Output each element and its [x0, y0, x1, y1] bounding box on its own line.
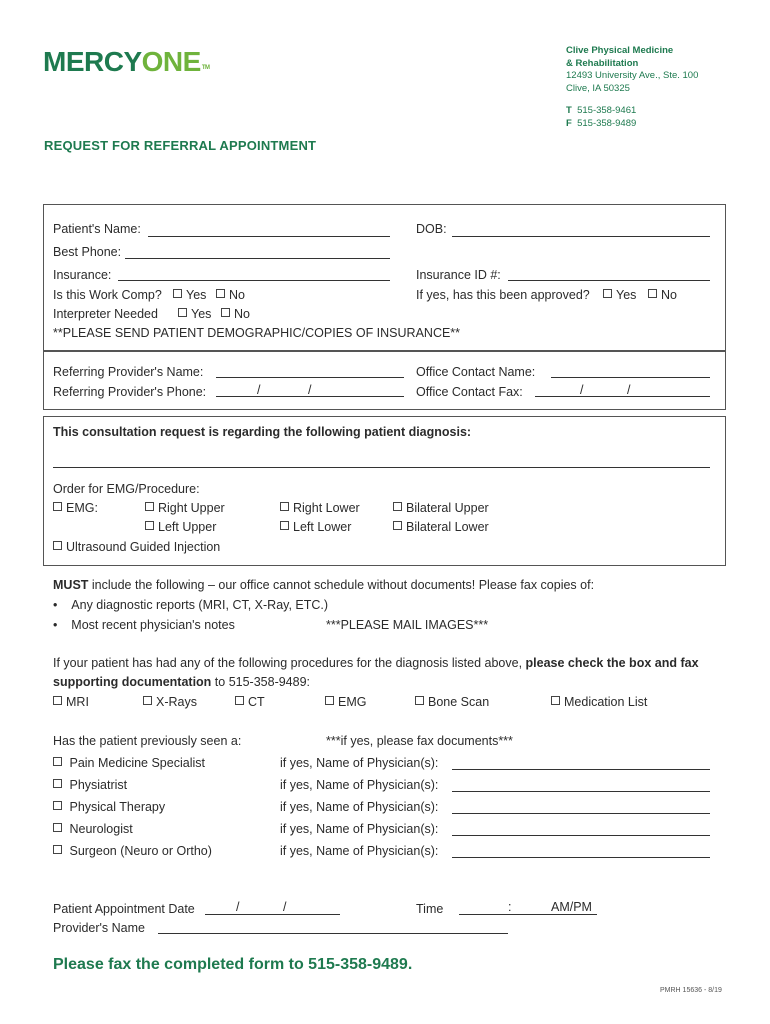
form-code: PMRH 15636 - 8/19 [660, 987, 722, 994]
checkbox[interactable] [216, 289, 225, 298]
consultation-heading: This consultation request is regarding the following patient diagnosis: [53, 425, 472, 439]
checkbox[interactable] [221, 308, 230, 317]
checkbox[interactable] [415, 696, 424, 705]
emg-option[interactable]: EMG: [53, 501, 98, 515]
work-comp-yes[interactable]: Yes [173, 288, 206, 302]
interpreter-label: Interpreter Needed [53, 307, 158, 321]
procedure-medication-list[interactable]: Medication List [551, 695, 647, 709]
checkbox[interactable] [53, 502, 62, 511]
insurance-label: Insurance: [53, 268, 112, 282]
office-fax-field[interactable] [535, 396, 710, 397]
must-include-text: MUST include the following – our office cannot schedule without documents! Please fax copies of: [53, 578, 595, 592]
order-label: Order for EMG/Procedure: [53, 482, 200, 496]
right-upper-option[interactable]: Right Upper [145, 501, 225, 515]
checkbox[interactable] [551, 696, 560, 705]
time-field[interactable] [459, 914, 597, 915]
patient-name-label: Patient's Name: [53, 222, 141, 236]
checkbox[interactable] [280, 502, 289, 511]
work-comp-no[interactable]: No [216, 288, 245, 302]
approved-label: If yes, has this been approved? [416, 288, 590, 302]
seen-pain-medicine[interactable]: Pain Medicine Specialist [53, 756, 205, 770]
checkbox[interactable] [393, 521, 402, 530]
seen-surgeon[interactable]: Surgeon (Neuro or Ortho) [53, 844, 212, 858]
insurance-id-label: Insurance ID #: [416, 268, 501, 282]
checkbox[interactable] [53, 845, 62, 854]
phone-slash-2: / [308, 383, 312, 397]
physician-field[interactable] [452, 857, 710, 858]
checkbox[interactable] [393, 502, 402, 511]
time-label: Time [416, 902, 444, 916]
checkbox[interactable] [143, 696, 152, 705]
work-comp-label: Is this Work Comp? [53, 288, 162, 302]
physician-field[interactable] [452, 791, 710, 792]
patient-name-field[interactable] [148, 236, 390, 237]
physician-label: if yes, Name of Physician(s): [280, 822, 439, 836]
right-lower-option[interactable]: Right Lower [280, 501, 360, 515]
insurance-id-field[interactable] [508, 280, 710, 281]
checkbox[interactable] [145, 502, 154, 511]
diagnosis-field[interactable] [53, 467, 710, 468]
checkbox[interactable] [53, 541, 62, 550]
checkbox[interactable] [53, 823, 62, 832]
clinic-address: Clive Physical Medicine & Rehabilitation 12493 University Ave., Ste. 100 Clive, IA 50325 T 515-358-9461 F 515-358-9489 [566, 45, 699, 129]
procedure-bone-scan[interactable]: Bone Scan [415, 695, 489, 709]
physician-field[interactable] [452, 813, 710, 814]
insurance-field[interactable] [118, 280, 390, 281]
provider-name-appt-label: Provider's Name [53, 921, 145, 935]
seen-physiatrist[interactable]: Physiatrist [53, 778, 127, 792]
fax-slash-2: / [627, 383, 631, 397]
checkbox[interactable] [178, 308, 187, 317]
fax-documents-note: ***if yes, please fax documents*** [326, 734, 513, 748]
bilateral-lower-option[interactable]: Bilateral Lower [393, 520, 489, 534]
checkbox[interactable] [53, 757, 62, 766]
office-contact-field[interactable] [551, 377, 710, 378]
best-phone-field[interactable] [125, 258, 390, 259]
checkbox[interactable] [235, 696, 244, 705]
ultrasound-option[interactable]: Ultrasound Guided Injection [53, 540, 220, 554]
procedure-emg[interactable]: EMG [325, 695, 366, 709]
physician-label: if yes, Name of Physician(s): [280, 778, 439, 792]
phone-slash-1: / [257, 383, 261, 397]
appointment-date-label: Patient Appointment Date [53, 902, 195, 916]
provider-name-label: Referring Provider's Name: [53, 365, 204, 379]
checkbox[interactable] [325, 696, 334, 705]
appointment-date-field[interactable] [205, 914, 340, 915]
physician-label: if yes, Name of Physician(s): [280, 756, 439, 770]
insurance-notice: **PLEASE SEND PATIENT DEMOGRAPHIC/COPIES OF INSURANCE** [53, 326, 461, 340]
physician-field[interactable] [452, 769, 710, 770]
left-upper-option[interactable]: Left Upper [145, 520, 216, 534]
provider-phone-label: Referring Provider's Phone: [53, 385, 207, 399]
previously-seen-label: Has the patient previously seen a: [53, 734, 242, 748]
best-phone-label: Best Phone: [53, 245, 122, 259]
checkbox[interactable] [53, 696, 62, 705]
office-contact-label: Office Contact Name: [416, 365, 536, 379]
provider-name-field[interactable] [216, 377, 404, 378]
checkbox[interactable] [145, 521, 154, 530]
physician-label: if yes, Name of Physician(s): [280, 800, 439, 814]
provider-name-appt-field[interactable] [158, 933, 508, 934]
checkbox[interactable] [173, 289, 182, 298]
mail-images-note: ***PLEASE MAIL IMAGES*** [326, 618, 489, 632]
procedures-intro: If your patient has had any of the following procedures for the diagnosis listed above, please check the box and fax [53, 656, 699, 670]
fax-instructions: Please fax the completed form to 515-358-9489. [53, 956, 413, 973]
seen-neurologist[interactable]: Neurologist [53, 822, 133, 836]
left-lower-option[interactable]: Left Lower [280, 520, 351, 534]
mercyone-logo: MERCYONETM [43, 46, 210, 77]
dob-field[interactable] [452, 236, 710, 237]
date-slash-1: / [236, 900, 240, 914]
provider-box [43, 350, 726, 410]
bullet-physician-notes: • Most recent physician's notes [53, 618, 235, 632]
checkbox[interactable] [53, 801, 62, 810]
checkbox[interactable] [280, 521, 289, 530]
office-fax-label: Office Contact Fax: [416, 385, 523, 399]
bullet-diagnostic: • Any diagnostic reports (MRI, CT, X-Ray, ETC.) [53, 598, 329, 612]
interpreter-yes[interactable]: Yes [178, 307, 211, 321]
checkbox[interactable] [603, 289, 612, 298]
dob-label: DOB: [416, 222, 447, 236]
date-slash-2: / [283, 900, 287, 914]
checkbox[interactable] [53, 779, 62, 788]
procedure-mri[interactable]: MRI [53, 695, 89, 709]
page-title: REQUEST FOR REFERRAL APPOINTMENT [44, 138, 317, 153]
interpreter-no[interactable]: No [221, 307, 250, 321]
procedures-intro-line2: supporting documentation to 515-358-9489: [53, 675, 311, 689]
approved-no[interactable]: No [648, 288, 677, 302]
physician-field[interactable] [452, 835, 710, 836]
time-colon: : [508, 900, 512, 914]
checkbox[interactable] [648, 289, 657, 298]
seen-physical-therapy[interactable]: Physical Therapy [53, 800, 165, 814]
approved-yes[interactable]: Yes [603, 288, 636, 302]
physician-label: if yes, Name of Physician(s): [280, 844, 439, 858]
fax-slash-1: / [580, 383, 584, 397]
ampm-label: AM/PM [551, 900, 592, 914]
procedure-xrays[interactable]: X-Rays [143, 695, 197, 709]
procedure-ct[interactable]: CT [235, 695, 265, 709]
bilateral-upper-option[interactable]: Bilateral Upper [393, 501, 489, 515]
